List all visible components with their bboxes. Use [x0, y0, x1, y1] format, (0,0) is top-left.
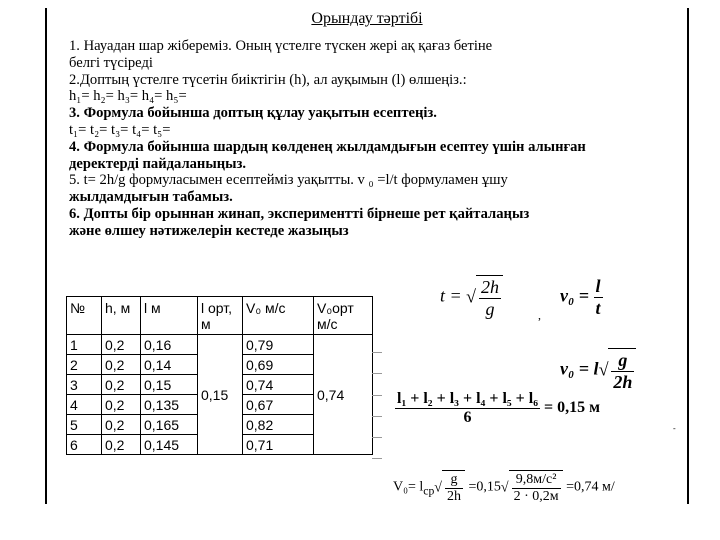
step-line: 5. t= 2h/g формуласымен есептейміз уақытты. v ₀ =l/t формуламен ұшу — [69, 172, 508, 189]
step-line: 4. Формула бойынша шардың көлденең жылдамдығын есептеу үшін алынған — [69, 138, 586, 155]
step-line: h₁= h₂= h₃= h₄= h₅= — [69, 88, 187, 105]
step-line: 3. Формула бойынша доптың құлау уақытын есептеңіз. — [69, 105, 437, 122]
cell: 0,165 — [141, 415, 198, 435]
frac-den: 6 — [463, 409, 472, 426]
table-header-row — [67, 297, 373, 335]
time-formula — [440, 275, 503, 320]
cell: 0,14 — [141, 355, 198, 375]
cell: 2 — [67, 355, 102, 375]
table-row — [67, 335, 373, 355]
step-line: және өлшеу нәтижелерін кестеде жазыңыз — [69, 222, 349, 239]
velocity-sqrt-formula — [560, 348, 636, 393]
cell: 0,2 — [102, 355, 141, 375]
stray-mark: - — [673, 424, 676, 433]
col-header: № — [67, 297, 102, 335]
subscript: ср — [423, 484, 435, 498]
col-header: l орт, м — [198, 297, 243, 335]
cell: 4 — [67, 395, 102, 415]
cell: 0,145 — [141, 435, 198, 455]
frac-den: 2h — [446, 489, 461, 504]
col-header: V₀ м/с — [243, 297, 314, 335]
formula-lhs: v₀ = — [560, 285, 594, 306]
cell: 0,2 — [102, 375, 141, 395]
frac-num: 2h — [481, 277, 500, 297]
step-line: жылдамдығын табамыз. — [69, 189, 233, 206]
frac-den: g — [485, 299, 495, 319]
frac-den: 2 · 0,2м — [513, 489, 559, 504]
frac-num: 9,8м/с² — [512, 472, 561, 489]
dash-mark — [372, 437, 382, 438]
measurement-table — [66, 296, 373, 455]
cell: 5 — [67, 415, 102, 435]
frac-den: t — [595, 298, 601, 318]
cell: 0,16 — [141, 335, 198, 355]
sqrt-sign: √ $\frac{g}{2h}$ — [434, 470, 465, 505]
cell: 0,2 — [102, 435, 141, 455]
mid-value: =0,15 — [468, 479, 501, 495]
cell: 0,79 — [243, 335, 314, 355]
page-title: Орындау тәртібі — [311, 10, 423, 27]
cell: 0,82 — [243, 415, 314, 435]
cell: 0,2 — [102, 335, 141, 355]
sqrt-sign: √ $\frac{g}{2h}$ — [599, 348, 637, 393]
frac-num: l₁ + l₂ + l₃ + l₄ + l₅ + l₆ — [397, 390, 539, 407]
cell: 0,71 — [243, 435, 314, 455]
sqrt-sign: √ $\frac{\text{9,8м/с²}}{2 \cdot 0,2м}$ — [501, 470, 563, 505]
frac-den: 2h — [613, 372, 633, 392]
cell: 0,74 — [243, 375, 314, 395]
velocity-formula — [560, 276, 603, 319]
formula-lhs: t = — [440, 285, 467, 306]
cell: 0,69 — [243, 355, 314, 375]
final-calculation — [393, 470, 615, 505]
dash-mark — [372, 458, 382, 459]
cell: 0,135 — [141, 395, 198, 415]
mean-result: = 0,15 м — [544, 399, 601, 417]
step-line: 6. Допты бір орыннан жинап, экспериментті бірнеше рет қайталаңыз — [69, 205, 530, 222]
v-avg-cell: 0,74 — [314, 335, 373, 455]
dash-mark — [372, 352, 382, 353]
formula-lhs: v₀ = l — [560, 358, 599, 379]
step-line: белгі түсіреді — [69, 54, 153, 71]
cell: 0,2 — [102, 415, 141, 435]
final-result: =0,74 м/ — [566, 479, 615, 495]
mean-formula — [395, 390, 600, 427]
formula-lhs: V₀= l — [393, 479, 424, 495]
step-line: 2.Доптың үстелге түсетін биіктігін (h), ал ауқымын (l) өлшеңіз.: — [69, 71, 467, 88]
frac-num: g — [445, 472, 463, 489]
step-line: 1. Науадан шар жібереміз. Оның үстелге түскен жері ақ қағаз бетіне — [69, 38, 493, 54]
step-line: деректерді пайдаланыңыз. — [69, 155, 247, 172]
col-header: V₀орт м/с — [314, 297, 373, 335]
procedure-steps — [69, 38, 679, 240]
cell: 6 — [67, 435, 102, 455]
dash-mark — [372, 373, 382, 374]
dash-mark — [372, 395, 382, 396]
cell: 0,67 — [243, 395, 314, 415]
col-header: l м — [141, 297, 198, 335]
frac-num: g — [611, 350, 634, 372]
cell: 1 — [67, 335, 102, 355]
sqrt-sign: √ $\frac{2h}{g}$ — [466, 275, 503, 320]
cell: 0,2 — [102, 395, 141, 415]
dash-mark — [372, 416, 382, 417]
cell: 0,15 — [141, 375, 198, 395]
col-header: h, м — [102, 297, 141, 335]
comma: , — [538, 308, 541, 322]
step-line: t₁= t₂= t₃= t₄= t₅= — [69, 121, 171, 138]
cell: 3 — [67, 375, 102, 395]
l-avg-cell: 0,15 — [198, 335, 243, 455]
frac-num: l — [595, 276, 601, 296]
